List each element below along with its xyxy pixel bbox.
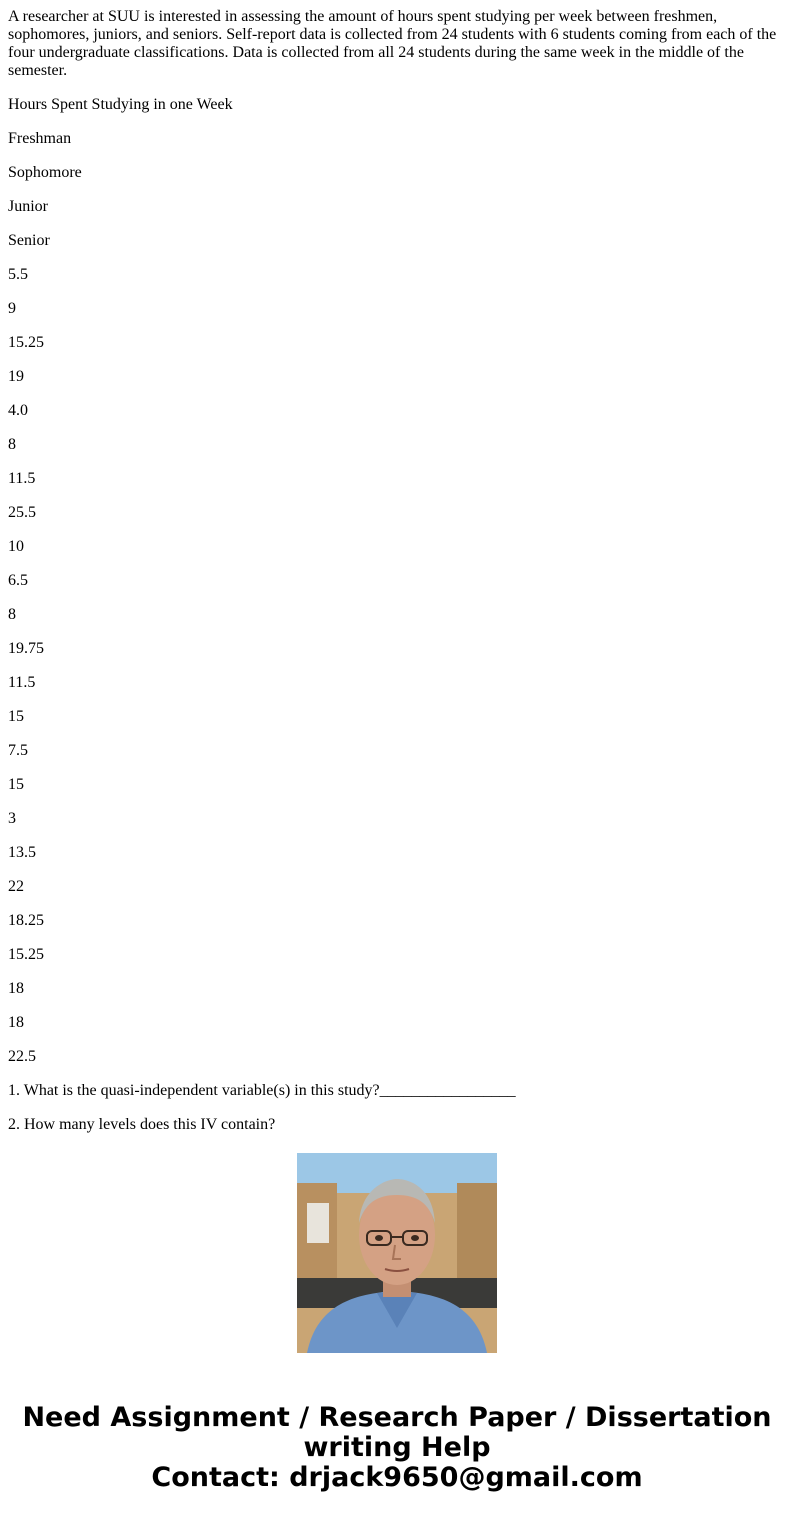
table-value: 18 xyxy=(8,1014,24,1031)
table-value: 18.25 xyxy=(8,912,44,929)
table-value: 15.25 xyxy=(8,946,44,963)
table-value: 9 xyxy=(8,300,16,317)
promo-text xyxy=(0,1403,794,1493)
promo-line-1: Need Assignment / Research Paper / Dissertation xyxy=(22,1402,772,1433)
document-body xyxy=(8,0,786,1133)
header-sophomore: Sophomore xyxy=(8,164,82,181)
question-1: 1. What is the quasi-independent variable(s) in this study?_________________ xyxy=(8,1082,516,1099)
table-value: 8 xyxy=(8,436,16,453)
table-value: 7.5 xyxy=(8,742,28,759)
table-value: 15.25 xyxy=(8,334,44,351)
table-value: 22 xyxy=(8,878,24,895)
table-value: 6.5 xyxy=(8,572,28,589)
table-value: 5.5 xyxy=(8,266,28,283)
table-value: 22.5 xyxy=(8,1048,36,1065)
portrait-photo xyxy=(297,1153,497,1353)
table-value: 25.5 xyxy=(8,504,36,521)
table-value: 15 xyxy=(8,776,24,793)
table-value: 4.0 xyxy=(8,402,28,419)
table-value: 13.5 xyxy=(8,844,36,861)
table-value: 18 xyxy=(8,980,24,997)
header-senior: Senior xyxy=(8,232,50,249)
table-value: 11.5 xyxy=(8,470,36,487)
table-value: 11.5 xyxy=(8,674,36,691)
intro-paragraph: A researcher at SUU is interested in assessing the amount of hours spent studying per week between freshmen, sophomores, juniors, and seniors. Self-report data is collected from 24 students with 6 students coming from each of the four undergraduate classifications. Data is collected from all 24 students during the same week in the middle of the semester. xyxy=(8,8,777,79)
header-junior: Junior xyxy=(8,198,48,215)
question-2: 2. How many levels does this IV contain? xyxy=(8,1116,276,1133)
avatar xyxy=(297,1153,497,1353)
table-value: 19 xyxy=(8,368,24,385)
table-value: 3 xyxy=(8,810,16,827)
promo-banner xyxy=(0,1122,794,1523)
promo-line-2: writing Help xyxy=(303,1432,491,1463)
table-title: Hours Spent Studying in one Week xyxy=(8,96,233,113)
table-value: 15 xyxy=(8,708,24,725)
table-value: 8 xyxy=(8,606,16,623)
table-value: 19.75 xyxy=(8,640,44,657)
table-value: 10 xyxy=(8,538,24,555)
header-freshman: Freshman xyxy=(8,130,72,147)
promo-contact: Contact: drjack9650@gmail.com xyxy=(151,1462,643,1493)
